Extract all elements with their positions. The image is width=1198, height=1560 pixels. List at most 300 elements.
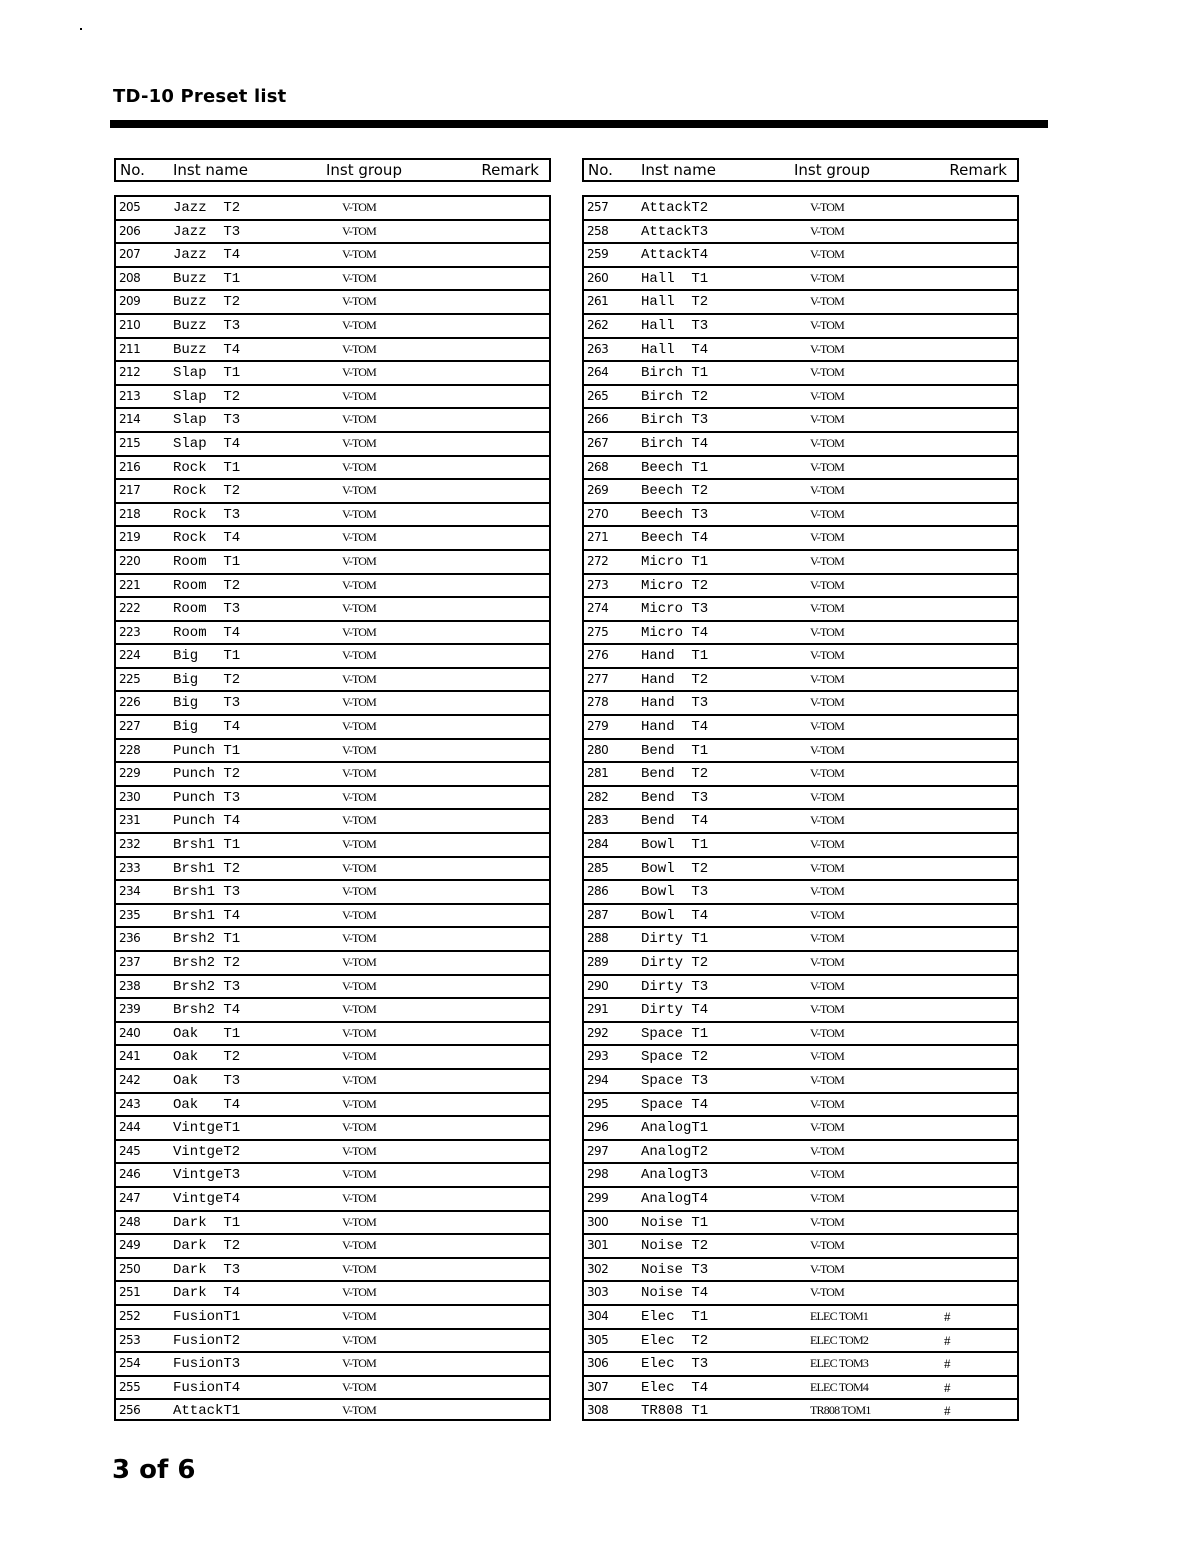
table-row bbox=[116, 1235, 549, 1259]
cell-inst-group: V-TOM bbox=[810, 1049, 845, 1064]
cell-inst-name: FusionT1 bbox=[173, 1308, 241, 1325]
cell-inst-name: Slap T1 bbox=[173, 365, 241, 382]
table-row bbox=[116, 575, 549, 599]
cell-inst-name: Room T4 bbox=[173, 624, 241, 641]
cell-inst-name: Dirty T4 bbox=[641, 1002, 709, 1019]
cell-inst-group: V-TOM bbox=[342, 695, 377, 710]
cell-inst-group: V-TOM bbox=[342, 1308, 377, 1323]
cell-inst-group: V-TOM bbox=[342, 601, 377, 616]
cell-no: 274 bbox=[587, 601, 609, 616]
cell-inst-name: Dark T2 bbox=[173, 1238, 241, 1255]
cell-inst-group: V-TOM bbox=[810, 223, 845, 238]
cell-inst-group: V-TOM bbox=[810, 341, 845, 356]
table-row bbox=[584, 527, 1017, 551]
table-row bbox=[116, 1188, 549, 1212]
cell-inst-name: Oak T2 bbox=[173, 1049, 241, 1066]
cell-inst-name: FusionT3 bbox=[173, 1356, 241, 1373]
cell-inst-name: Brsh2 T4 bbox=[173, 1002, 241, 1019]
cell-inst-name: Micro T1 bbox=[641, 553, 709, 570]
cell-inst-group: V-TOM bbox=[810, 719, 845, 734]
cell-inst-group: V-TOM bbox=[342, 530, 377, 545]
header-no: No. bbox=[120, 161, 145, 179]
cell-no: 229 bbox=[119, 766, 141, 781]
cell-inst-group: V-TOM bbox=[342, 624, 377, 639]
cell-no: 237 bbox=[119, 955, 141, 969]
cell-no: 277 bbox=[587, 671, 609, 686]
cell-no: 276 bbox=[587, 648, 609, 663]
cell-inst-group: V-TOM bbox=[810, 1120, 845, 1135]
cell-inst-name: Big T1 bbox=[173, 648, 241, 665]
cell-no: 239 bbox=[119, 1002, 141, 1017]
table-row bbox=[584, 339, 1017, 363]
cell-inst-group: V-TOM bbox=[342, 388, 377, 403]
cell-no: 208 bbox=[119, 270, 141, 285]
cell-no: 242 bbox=[119, 1072, 141, 1087]
cell-inst-group: V-TOM bbox=[810, 435, 845, 450]
table-row bbox=[584, 858, 1017, 882]
cell-inst-group: V-TOM bbox=[342, 412, 377, 427]
cell-inst-name: Bend T3 bbox=[641, 789, 709, 806]
cell-inst-name: Brsh1 T3 bbox=[173, 884, 241, 901]
cell-remark: # bbox=[944, 1356, 951, 1372]
cell-inst-name: Buzz T4 bbox=[173, 341, 241, 358]
table-row bbox=[116, 1306, 549, 1330]
table-row bbox=[116, 339, 549, 363]
cell-inst-name: AnalogT3 bbox=[641, 1167, 709, 1184]
cell-no: 302 bbox=[587, 1261, 609, 1276]
cell-inst-group: V-TOM bbox=[342, 860, 377, 875]
cell-inst-name: Birch T2 bbox=[641, 388, 709, 405]
cell-inst-group: V-TOM bbox=[342, 459, 377, 474]
cell-inst-name: VintgeT4 bbox=[173, 1190, 241, 1207]
table-row bbox=[584, 787, 1017, 811]
cell-inst-group: V-TOM bbox=[810, 931, 845, 946]
cell-inst-group: V-TOM bbox=[810, 577, 845, 592]
cell-inst-name: Space T3 bbox=[641, 1072, 709, 1089]
cell-no: 216 bbox=[119, 459, 141, 474]
cell-inst-group: V-TOM bbox=[342, 719, 377, 734]
cell-inst-group: V-TOM bbox=[810, 483, 845, 498]
cell-no: 232 bbox=[119, 837, 141, 852]
cell-inst-group: V-TOM bbox=[342, 1072, 377, 1087]
cell-no: 301 bbox=[587, 1238, 609, 1253]
cell-inst-name: Bend T2 bbox=[641, 766, 709, 783]
cell-no: 287 bbox=[587, 907, 609, 922]
cell-no: 252 bbox=[119, 1308, 141, 1323]
header-inst-name: Inst name bbox=[641, 161, 716, 179]
cell-no: 215 bbox=[119, 435, 141, 450]
cell-inst-name: Birch T4 bbox=[641, 435, 709, 452]
cell-inst-name: Dirty T2 bbox=[641, 955, 709, 971]
cell-inst-group: V-TOM bbox=[342, 978, 377, 993]
table-row bbox=[116, 527, 549, 551]
cell-inst-name: Bowl T1 bbox=[641, 837, 709, 854]
cell-inst-name: Hand T1 bbox=[641, 648, 709, 665]
cell-inst-group: V-TOM bbox=[810, 200, 845, 214]
table-row bbox=[116, 1094, 549, 1118]
cell-inst-name: Brsh1 T4 bbox=[173, 907, 241, 924]
table-row bbox=[584, 1117, 1017, 1141]
table-row bbox=[584, 999, 1017, 1023]
cell-no: 259 bbox=[587, 247, 609, 262]
table-row bbox=[584, 457, 1017, 481]
cell-no: 244 bbox=[119, 1120, 141, 1135]
cell-no: 238 bbox=[119, 978, 141, 993]
cell-no: 261 bbox=[587, 294, 609, 309]
cell-inst-name: Jazz T4 bbox=[173, 247, 241, 264]
cell-no: 210 bbox=[119, 317, 141, 332]
table-row bbox=[584, 1282, 1017, 1306]
table-row bbox=[584, 575, 1017, 599]
cell-inst-group: V-TOM bbox=[810, 412, 845, 427]
cell-inst-group: V-TOM bbox=[342, 365, 377, 380]
table-row bbox=[584, 1353, 1017, 1377]
table-row bbox=[116, 1212, 549, 1236]
table-row bbox=[116, 999, 549, 1023]
cell-inst-name: Birch T1 bbox=[641, 365, 709, 382]
table-row bbox=[116, 197, 549, 221]
cell-inst-group: V-TOM bbox=[342, 247, 377, 262]
table-row bbox=[116, 1330, 549, 1354]
table-body bbox=[114, 195, 551, 1421]
table-row bbox=[584, 362, 1017, 386]
cell-no: 264 bbox=[587, 365, 609, 380]
cell-inst-name: Space T2 bbox=[641, 1049, 709, 1066]
cell-inst-group: V-TOM bbox=[810, 294, 845, 309]
cell-inst-name: Punch T1 bbox=[173, 742, 241, 759]
cell-inst-group: V-TOM bbox=[342, 223, 377, 238]
cell-inst-group: V-TOM bbox=[810, 766, 845, 781]
cell-inst-name: AnalogT2 bbox=[641, 1143, 709, 1160]
cell-inst-group: V-TOM bbox=[810, 530, 845, 545]
cell-inst-group: V-TOM bbox=[810, 860, 845, 875]
table-row bbox=[116, 480, 549, 504]
cell-no: 249 bbox=[119, 1238, 141, 1253]
cell-no: 219 bbox=[119, 530, 141, 545]
table-row bbox=[116, 433, 549, 457]
table-row bbox=[116, 1259, 549, 1283]
cell-no: 254 bbox=[119, 1356, 141, 1371]
cell-inst-group: V-TOM bbox=[810, 1072, 845, 1087]
cell-inst-group: V-TOM bbox=[342, 435, 377, 450]
table-row bbox=[116, 1282, 549, 1306]
table-row bbox=[116, 622, 549, 646]
table-row bbox=[584, 197, 1017, 221]
cell-remark: # bbox=[944, 1308, 951, 1324]
cell-inst-group: V-TOM bbox=[342, 553, 377, 568]
table-row bbox=[584, 1377, 1017, 1401]
table-row bbox=[116, 858, 549, 882]
cell-inst-group: V-TOM bbox=[810, 907, 845, 922]
cell-no: 225 bbox=[119, 671, 141, 686]
cell-inst-group: V-TOM bbox=[342, 1379, 377, 1394]
cell-inst-name: Dark T4 bbox=[173, 1285, 241, 1302]
cell-inst-name: AttackT2 bbox=[641, 200, 709, 216]
cell-inst-group: V-TOM bbox=[810, 789, 845, 804]
table-row bbox=[116, 669, 549, 693]
table-row bbox=[584, 1306, 1017, 1330]
page-number: 3 of 6 bbox=[112, 1455, 196, 1485]
table-row bbox=[116, 1164, 549, 1188]
table-row bbox=[116, 1141, 549, 1165]
cell-inst-name: Hall T3 bbox=[641, 317, 709, 334]
cell-remark: # bbox=[944, 1403, 951, 1419]
cell-no: 282 bbox=[587, 789, 609, 804]
cell-no: 283 bbox=[587, 813, 609, 828]
cell-no: 233 bbox=[119, 860, 141, 875]
cell-inst-name: VintgeT3 bbox=[173, 1167, 241, 1184]
cell-inst-name: Micro T3 bbox=[641, 601, 709, 618]
table-row bbox=[584, 763, 1017, 787]
table-row bbox=[584, 1330, 1017, 1354]
cell-inst-name: Room T3 bbox=[173, 601, 241, 618]
cell-inst-name: Rock T3 bbox=[173, 506, 241, 523]
cell-inst-group: V-TOM bbox=[810, 624, 845, 639]
cell-inst-group: ELEC TOM4 bbox=[810, 1379, 869, 1394]
table-row bbox=[584, 740, 1017, 764]
cell-inst-name: Dirty T1 bbox=[641, 931, 709, 948]
cell-inst-group: V-TOM bbox=[810, 1261, 845, 1276]
table-row bbox=[584, 598, 1017, 622]
cell-inst-group: V-TOM bbox=[342, 483, 377, 498]
cell-inst-name: Brsh1 T2 bbox=[173, 860, 241, 877]
cell-inst-name: VintgeT2 bbox=[173, 1143, 241, 1160]
cell-no: 245 bbox=[119, 1143, 141, 1158]
cell-no: 270 bbox=[587, 506, 609, 521]
cell-no: 218 bbox=[119, 506, 141, 521]
cell-inst-name: Space T4 bbox=[641, 1096, 709, 1113]
cell-inst-group: V-TOM bbox=[810, 270, 845, 285]
cell-inst-group: V-TOM bbox=[342, 648, 377, 663]
title-rule bbox=[110, 120, 1048, 128]
table-row bbox=[584, 1400, 1017, 1424]
table-row bbox=[584, 268, 1017, 292]
table-row bbox=[584, 1141, 1017, 1165]
table-row bbox=[116, 598, 549, 622]
cell-inst-group: V-TOM bbox=[342, 837, 377, 852]
cell-no: 234 bbox=[119, 884, 141, 899]
cell-inst-name: AttackT1 bbox=[173, 1403, 241, 1420]
table-row bbox=[584, 480, 1017, 504]
cell-inst-group: V-TOM bbox=[810, 506, 845, 521]
cell-inst-name: Big T3 bbox=[173, 695, 241, 712]
table-row bbox=[116, 315, 549, 339]
cell-inst-name: Buzz T2 bbox=[173, 294, 241, 311]
table-row bbox=[116, 551, 549, 575]
cell-inst-name: Brsh1 T1 bbox=[173, 837, 241, 854]
table-row bbox=[584, 976, 1017, 1000]
cell-no: 271 bbox=[587, 530, 609, 545]
table-row bbox=[116, 409, 549, 433]
cell-no: 300 bbox=[587, 1214, 609, 1229]
table-row bbox=[116, 1377, 549, 1401]
cell-inst-group: V-TOM bbox=[342, 1356, 377, 1371]
table-row bbox=[584, 433, 1017, 457]
cell-inst-name: Dark T1 bbox=[173, 1214, 241, 1231]
cell-no: 217 bbox=[119, 483, 141, 498]
cell-no: 263 bbox=[587, 341, 609, 356]
table-row bbox=[584, 716, 1017, 740]
table-row bbox=[584, 1046, 1017, 1070]
table-row bbox=[584, 645, 1017, 669]
table-row bbox=[116, 952, 549, 976]
table-row bbox=[584, 291, 1017, 315]
cell-inst-name: Dark T3 bbox=[173, 1261, 241, 1278]
cell-no: 305 bbox=[587, 1332, 609, 1347]
cell-inst-name: Big T4 bbox=[173, 719, 241, 736]
table-row bbox=[584, 244, 1017, 268]
cell-inst-group: V-TOM bbox=[342, 1190, 377, 1205]
cell-inst-group: V-TOM bbox=[342, 1238, 377, 1253]
table-row bbox=[116, 1117, 549, 1141]
cell-inst-name: Big T2 bbox=[173, 671, 241, 688]
cell-inst-name: Brsh2 T1 bbox=[173, 931, 241, 948]
cell-no: 298 bbox=[587, 1167, 609, 1182]
cell-inst-name: Rock T1 bbox=[173, 459, 241, 476]
cell-inst-group: V-TOM bbox=[342, 813, 377, 828]
cell-no: 279 bbox=[587, 719, 609, 734]
table-body bbox=[582, 195, 1019, 1421]
cell-remark: # bbox=[944, 1332, 951, 1348]
table-row bbox=[584, 1070, 1017, 1094]
cell-inst-name: Rock T2 bbox=[173, 483, 241, 500]
header-inst-name: Inst name bbox=[173, 161, 248, 179]
cell-no: 211 bbox=[119, 341, 141, 356]
table-row bbox=[584, 504, 1017, 528]
cell-inst-group: V-TOM bbox=[342, 1143, 377, 1158]
cell-inst-name: Bend T1 bbox=[641, 742, 709, 759]
cell-inst-name: Birch T3 bbox=[641, 412, 709, 429]
cell-inst-name: Oak T3 bbox=[173, 1072, 241, 1089]
cell-inst-name: Rock T4 bbox=[173, 530, 241, 547]
table-row bbox=[584, 905, 1017, 929]
cell-inst-group: V-TOM bbox=[810, 1238, 845, 1253]
table-row bbox=[584, 386, 1017, 410]
cell-inst-group: V-TOM bbox=[342, 341, 377, 356]
cell-inst-group: V-TOM bbox=[810, 365, 845, 380]
cell-no: 295 bbox=[587, 1096, 609, 1111]
cell-no: 221 bbox=[119, 577, 141, 592]
table-row bbox=[116, 504, 549, 528]
table-row bbox=[116, 244, 549, 268]
cell-inst-name: FusionT2 bbox=[173, 1332, 241, 1349]
table-row bbox=[116, 763, 549, 787]
cell-no: 306 bbox=[587, 1356, 609, 1371]
cell-inst-name: Hand T4 bbox=[641, 719, 709, 736]
cell-no: 280 bbox=[587, 742, 609, 757]
cell-no: 297 bbox=[587, 1143, 609, 1158]
cell-inst-group: V-TOM bbox=[342, 1167, 377, 1182]
cell-inst-name: Slap T3 bbox=[173, 412, 241, 429]
cell-inst-group: V-TOM bbox=[342, 766, 377, 781]
cell-inst-name: AttackT4 bbox=[641, 247, 709, 264]
table-row bbox=[584, 881, 1017, 905]
cell-inst-group: V-TOM bbox=[810, 388, 845, 403]
table-row bbox=[116, 928, 549, 952]
scan-speck bbox=[80, 28, 82, 30]
cell-inst-group: V-TOM bbox=[810, 648, 845, 663]
cell-no: 281 bbox=[587, 766, 609, 781]
cell-no: 291 bbox=[587, 1002, 609, 1017]
table-row bbox=[584, 810, 1017, 834]
cell-inst-name: Beech T2 bbox=[641, 483, 709, 500]
cell-no: 293 bbox=[587, 1049, 609, 1064]
cell-inst-name: Bowl T3 bbox=[641, 884, 709, 901]
cell-inst-name: Dirty T3 bbox=[641, 978, 709, 995]
cell-remark: # bbox=[944, 1379, 951, 1395]
cell-inst-name: Micro T4 bbox=[641, 624, 709, 641]
table-row bbox=[116, 291, 549, 315]
cell-inst-name: Noise T4 bbox=[641, 1285, 709, 1302]
cell-inst-group: V-TOM bbox=[342, 1002, 377, 1017]
table-row bbox=[584, 1023, 1017, 1047]
table-row bbox=[116, 787, 549, 811]
cell-no: 205 bbox=[119, 200, 141, 214]
header-no: No. bbox=[588, 161, 613, 179]
cell-inst-name: Room T1 bbox=[173, 553, 241, 570]
table-row bbox=[116, 1046, 549, 1070]
cell-no: 304 bbox=[587, 1308, 609, 1323]
cell-inst-group: V-TOM bbox=[342, 955, 377, 969]
preset-table-right bbox=[582, 158, 1019, 1421]
cell-no: 265 bbox=[587, 388, 609, 403]
cell-no: 288 bbox=[587, 931, 609, 946]
cell-inst-group: V-TOM bbox=[810, 884, 845, 899]
preset-table-left bbox=[114, 158, 551, 1421]
cell-inst-group: V-TOM bbox=[810, 459, 845, 474]
cell-no: 222 bbox=[119, 601, 141, 616]
table-row bbox=[584, 315, 1017, 339]
cell-inst-name: Buzz T3 bbox=[173, 317, 241, 334]
cell-inst-name: AnalogT1 bbox=[641, 1120, 709, 1137]
cell-inst-group: V-TOM bbox=[810, 1190, 845, 1205]
cell-no: 220 bbox=[119, 553, 141, 568]
cell-inst-group: V-TOM bbox=[342, 884, 377, 899]
cell-no: 214 bbox=[119, 412, 141, 427]
cell-inst-group: V-TOM bbox=[342, 317, 377, 332]
table-row bbox=[116, 1400, 549, 1424]
cell-no: 266 bbox=[587, 412, 609, 427]
table-header bbox=[114, 158, 551, 182]
cell-no: 257 bbox=[587, 200, 609, 214]
table-row bbox=[116, 976, 549, 1000]
cell-no: 268 bbox=[587, 459, 609, 474]
cell-inst-name: Oak T1 bbox=[173, 1025, 241, 1042]
cell-inst-group: V-TOM bbox=[342, 1049, 377, 1064]
cell-no: 231 bbox=[119, 813, 141, 828]
cell-inst-group: V-TOM bbox=[810, 978, 845, 993]
table-row bbox=[584, 1212, 1017, 1236]
cell-no: 307 bbox=[587, 1379, 609, 1394]
cell-inst-name: Slap T4 bbox=[173, 435, 241, 452]
cell-no: 253 bbox=[119, 1332, 141, 1347]
table-header bbox=[582, 158, 1019, 182]
cell-inst-name: Jazz T2 bbox=[173, 200, 241, 216]
cell-inst-group: V-TOM bbox=[810, 601, 845, 616]
cell-inst-group: V-TOM bbox=[810, 955, 845, 969]
cell-inst-name: Beech T4 bbox=[641, 530, 709, 547]
cell-inst-group: V-TOM bbox=[810, 553, 845, 568]
table-row bbox=[116, 1353, 549, 1377]
table-row bbox=[584, 1188, 1017, 1212]
cell-no: 247 bbox=[119, 1190, 141, 1205]
cell-inst-name: AnalogT4 bbox=[641, 1190, 709, 1207]
cell-no: 269 bbox=[587, 483, 609, 498]
cell-no: 286 bbox=[587, 884, 609, 899]
table-row bbox=[584, 928, 1017, 952]
cell-inst-group: ELEC TOM3 bbox=[810, 1356, 869, 1371]
cell-inst-name: Elec T2 bbox=[641, 1332, 709, 1349]
